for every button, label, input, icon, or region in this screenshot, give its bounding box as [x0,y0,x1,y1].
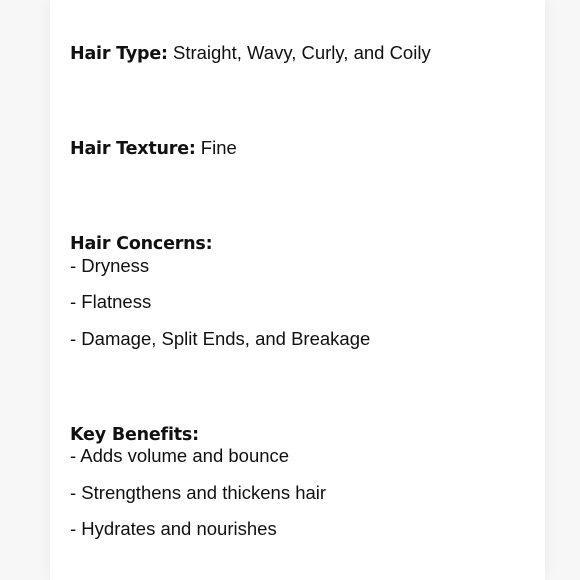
key-benefits-label: Key Benefits: [70,425,199,445]
hair-concerns-heading [70,232,212,255]
hair-type-value: Straight, Wavy, Curly, and Coily [167,42,431,63]
hair-texture-label: Hair Texture: [70,139,196,159]
hair-texture-line [70,137,237,160]
key-benefit-item: - Adds volume and bounce [70,445,290,466]
hair-texture-value: Fine [195,137,237,158]
hair-type-label: Hair Type: [70,44,168,64]
hair-concerns-label: Hair Concerns: [70,234,213,254]
hair-concern-item: - Flatness [70,291,152,312]
key-benefit-item: - Strengthens and thickens hair [70,482,327,503]
hair-type-line [70,42,431,65]
key-benefits-heading [70,423,199,446]
key-benefit-item: - Hydrates and nourishes [70,518,277,539]
hair-concern-item: - Dryness [70,255,150,276]
hair-concern-item: - Damage, Split Ends, and Breakage [70,328,371,349]
